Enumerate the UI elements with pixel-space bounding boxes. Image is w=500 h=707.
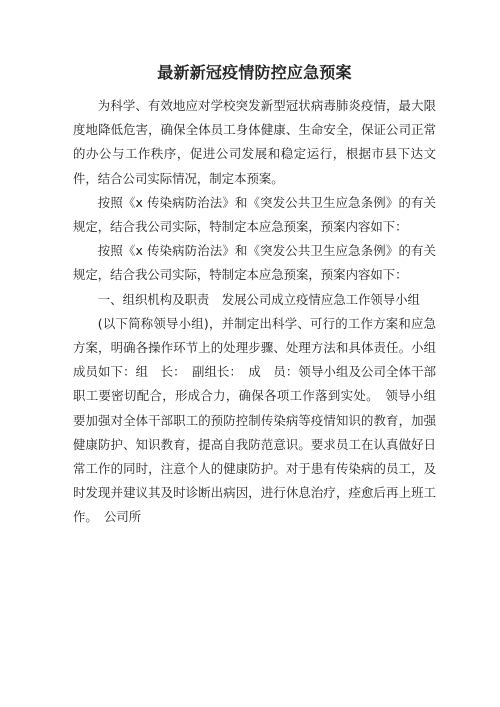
paragraph-organization-details: (以下简称领导小组)，并制定出科学、可行的工作方案和应急方案，明确各操作环节上的处理步骤、处理方法和具体责任。小组成员如下：组 长： 副组长： 成 员：领导小组及公司全体干部职工要密切配合，形成合力，确保各项工作落到实处。 领导小组要加强对全体干部职工的预防控制传染病等疫情知识的教育，加强健康防护、知识教育，提高自我防范意识。要求员工在认真做好日常工作的同时，注意个人的健康防护。对于患有传染病的员工，及时发现并建议其及时诊断出病因，进行休息治疗，痊愈后再上班工作。 公司所	[73, 315, 436, 525]
paragraph-basis-1: 按照《x 传染病防治法》和《突发公共卫生应急条例》的有关规定，结合我公司实际，特制定本应急预案，预案内容如下：	[73, 194, 436, 235]
paragraph-intro: 为科学、有效地应对学校突发新型冠状病毒肺炎疫情，最大限度地降低危害，确保全体员工身体健康、生命安全，保证公司正常的办公与工作秩序，促进公司发展和稳定运行，根据市县下达文件，结合公司实际情况，制定本预案。	[73, 98, 436, 186]
document-title: 最新新冠疫情防控应急预案	[157, 63, 352, 82]
paragraph-basis-2: 按照《x 传染病防治法》和《突发公共卫生应急条例》的有关规定，结合我公司实际，特制定本应急预案，预案内容如下：	[73, 243, 436, 283]
section-heading-organization: 一、组织机构及职责 发展公司成立疫情应急工作领导小组	[97, 291, 420, 307]
